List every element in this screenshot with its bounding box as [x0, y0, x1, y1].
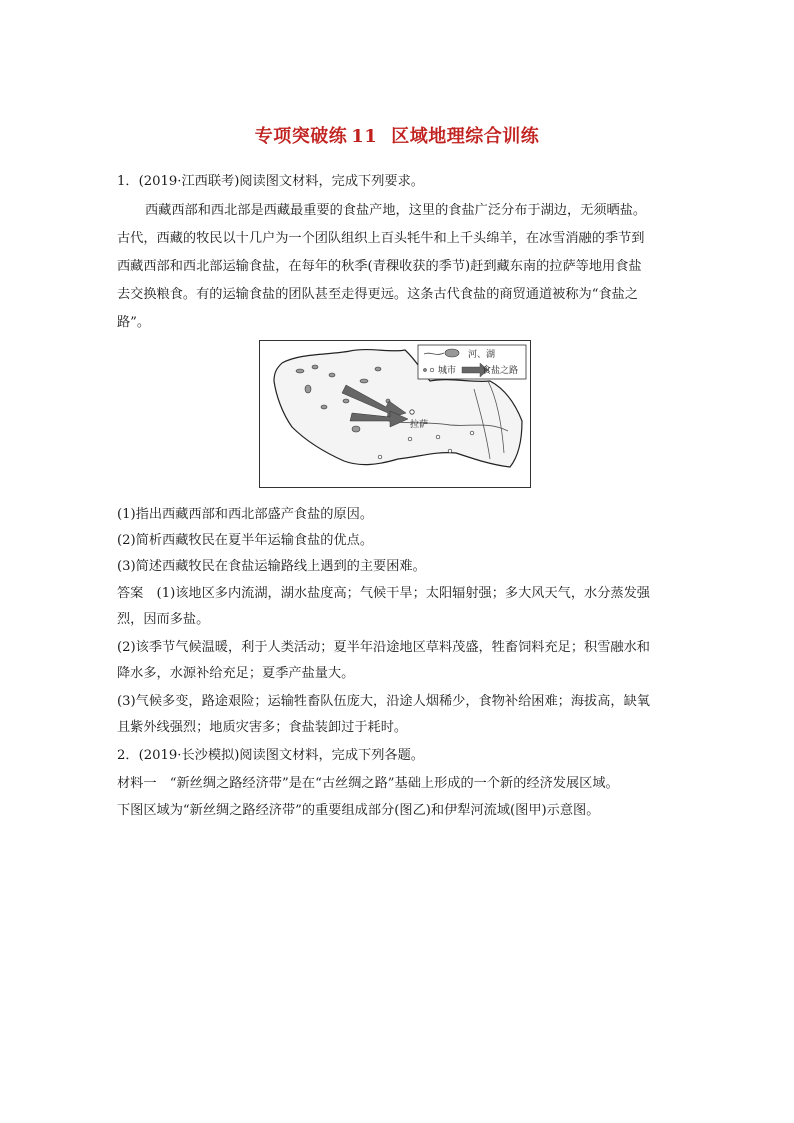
q1-answer-line: (3)气候多变，路途艰险；运输牲畜队伍庞大，沿途人烟稀少，食物补给困难；海拔高，缺氧 — [117, 694, 650, 709]
q1-question-1: (1)指出西藏西部和西北部盛产食盐的原因。 — [117, 507, 374, 522]
q2-header: 2．(2019·长沙模拟)阅读图文材料，完成下列各题。 — [117, 748, 424, 763]
q1-answer-line: 答案 (1)该地区多内流湖，湖水盐度高；气候干旱；太阳辐射强；多大风天气，水分蒸发强 — [117, 586, 650, 601]
legend-city: 城市 — [438, 366, 457, 376]
title-number: 11 — [351, 126, 378, 147]
q1-answer-line: 降水多，水源补给充足；夏季产盐量大。 — [117, 666, 355, 681]
q1-question-2: (2)简析西藏牧民在夏半年运输食盐的优点。 — [117, 533, 374, 548]
legend-route: 食盐之路 — [482, 366, 519, 376]
q1-answer-line: 且紫外线强烈；地质灾害多；食盐装卸过于耗时。 — [117, 720, 408, 735]
city-marker — [378, 455, 382, 459]
q2-material-line: 下图区域为“新丝绸之路经济带”的重要组成部分(图乙)和伊犁河流域(图甲)示意图。 — [117, 803, 600, 818]
lake — [296, 369, 304, 373]
lake — [305, 385, 311, 393]
q1-material-line: 去交换粮食。有的运输食盐的团队甚至走得更远。这条古代食盐的商贸通道被称为“食盐之 — [117, 287, 639, 302]
lake — [329, 373, 335, 377]
legend-city-dot — [423, 368, 426, 371]
lake — [375, 367, 381, 371]
q2-material-line: 材料一 “新丝绸之路经济带”是在“古丝绸之路”基础上形成的一个新的经济发展区域。 — [117, 776, 619, 791]
q1-material-line: 古代，西藏的牧民以十几户为一个团队组织上百头牦牛和上千头绵羊，在冰雪消融的季节到 — [117, 231, 645, 246]
city-marker-lhasa — [410, 410, 414, 414]
page-title — [0, 122, 794, 148]
tibet-salt-road-map — [259, 340, 531, 488]
city-label-lhasa: 拉萨 — [410, 420, 429, 430]
title-prefix: 专项突破练 — [254, 126, 348, 147]
lake — [343, 399, 349, 403]
lake — [360, 379, 368, 383]
title-subject: 区域地理综合训练 — [391, 126, 540, 147]
q1-material-line: 西藏西部和西北部运输食盐，在每年的秋季(青稞收获的季节)赶到藏东南的拉萨等地用食盐 — [117, 259, 642, 274]
q1-header: 1．(2019·江西联考)阅读图文材料，完成下列要求。 — [117, 174, 424, 189]
q1-answer-line: 烈，因而多盐。 — [117, 612, 210, 627]
q1-answer-line: (2)该季节气候温暖，利于人类活动；夏半年沿途地区草料茂盛，牲畜饲料充足；积雪融水和 — [117, 640, 650, 655]
q1-question-3: (3)简述西藏牧民在食盐运输路线上遇到的主要困难。 — [117, 559, 426, 574]
legend-river-lake: 河、湖 — [468, 350, 496, 360]
q1-material-line: 路”。 — [117, 315, 151, 330]
city-marker — [408, 437, 412, 441]
city-marker — [436, 435, 440, 439]
lake — [321, 405, 327, 409]
legend-city-circle — [430, 368, 434, 372]
lake — [352, 426, 360, 432]
city-marker — [448, 449, 452, 453]
q1-material-line: 西藏西部和西北部是西藏最重要的食盐产地，这里的食盐广泛分布于湖边，无须晒盐。 — [145, 203, 647, 218]
lake — [312, 365, 318, 369]
city-marker — [470, 431, 474, 435]
legend-lake-symbol — [445, 349, 459, 357]
